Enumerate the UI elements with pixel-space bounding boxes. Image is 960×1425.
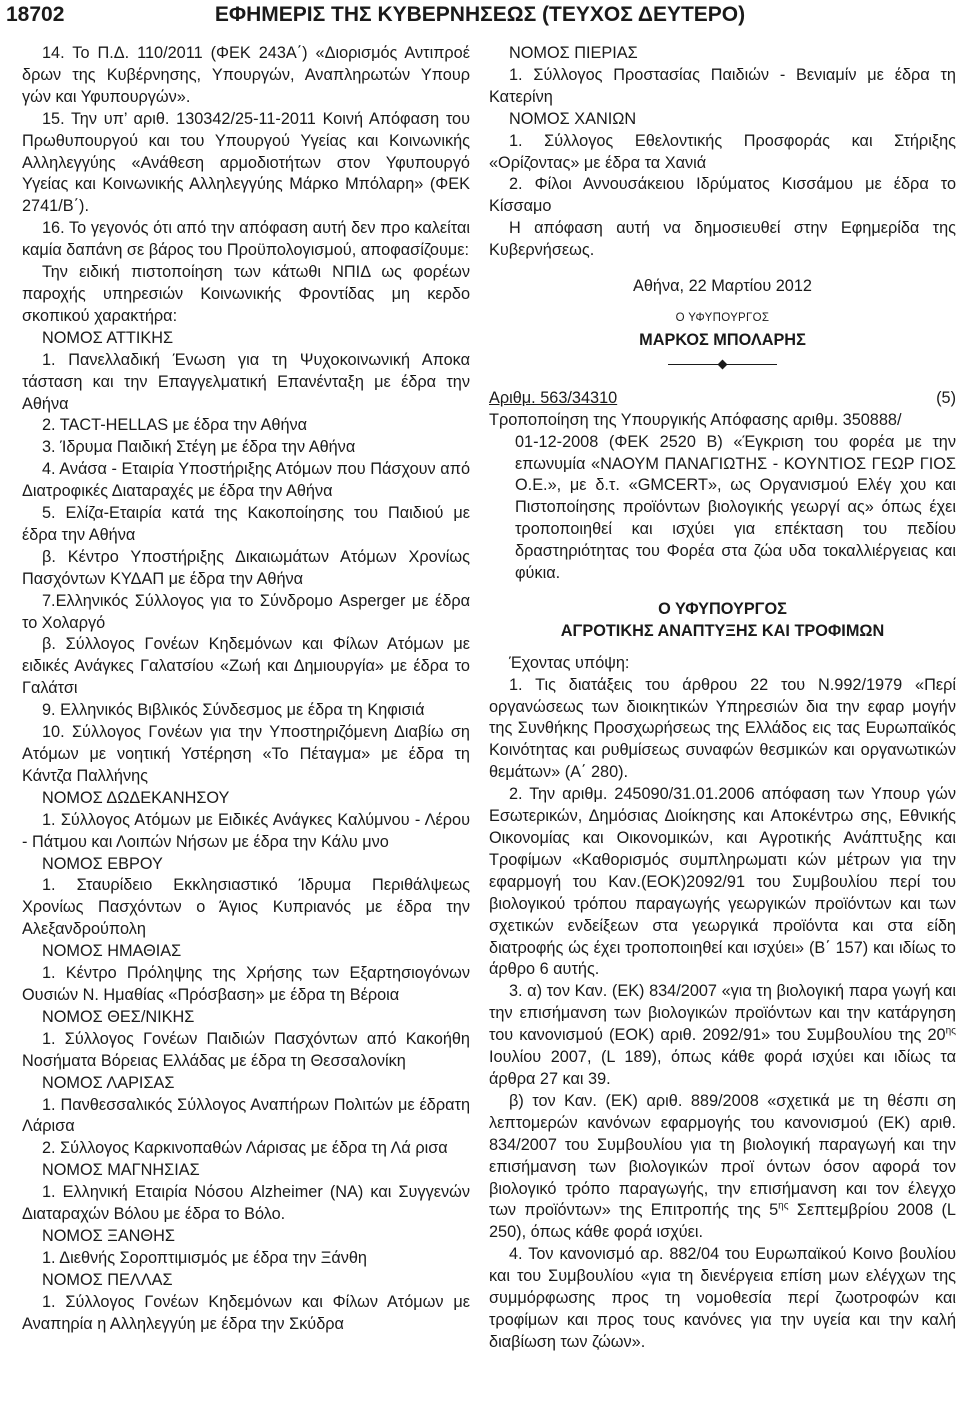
prefecture-heading-pierias: ΝΟΜΟΣ ΠΙΕΡΙΑΣ xyxy=(509,44,638,62)
list-item: 1. Σύλλογος Εθελοντικής Προσφοράς και Στήριξης «Ορίζοντας» με έδρα τα Χανιά xyxy=(489,131,956,172)
list-item: 7.Ελληνικός Σύλλογος για το Σύνδρομο Asperger με έδρα το Χολαργό xyxy=(22,591,470,632)
list-item: 1. Σύλλογος Γονέων Παιδιών Πασχόντων από Κακοήθη Νοσήματα Βόρειας Ελλάδας με έδρα τη Θεσσαλονίκη xyxy=(22,1029,470,1070)
list-item: 2. TACT-HELLAS με έδρα την Αθήνα xyxy=(42,416,308,435)
prefecture-heading-larisas: ΝΟΜΟΣ ΛΑΡΙΣΑΣ xyxy=(42,1073,175,1092)
list-item: β. Σύλλογος Γονέων Κηδεμόνων και Φίλων Ατόμων με ειδικές Ανάγκες Γαλατσίου «Ζωή και Δημιουργία» με έδρα το Γαλάτσι xyxy=(22,635,470,698)
decision-index: (5) xyxy=(936,388,956,407)
having-considered: Έχοντας υπόψη: xyxy=(509,653,630,672)
list-item: 1. Ελληνική Εταιρία Νόσου Alzheimer (NA) και Συγγενών Διαταραχών Βόλου με έδρα το Βόλο. xyxy=(22,1183,470,1224)
paragraph-14: 14. Το Π.Δ. 110/2011 (ΦΕΚ 243Α΄) «Διορισμός Αντιπροέ δρων της Κυβέρνησης, Υπουργών, Αναπληρωτών Υπουρ γών και Υφυπουργών». xyxy=(22,44,470,106)
list-item: 9. Ελληνικός Βιβλικός Σύνδεσμος με έδρα τη Κηφισιά xyxy=(42,701,425,720)
recital-1: 1. Τις διατάξεις του άρθρου 22 του Ν.992/1979 «Περί οργανώσεως των διοικητικών Υπηρεσιών δια την εφαρ μογήν της Συνθήκης Προσχωρήσεως της Ελλάδος εις τας Ευρωπαϊκός Κοινότητας και ρυθμίσεως συναφών θεσμικών και οργανωτικών θεμάτων» (Α΄ 280). xyxy=(489,675,956,782)
paragraph-16: 16. Το γεγονός ότι από την απόφαση αυτή δεν προ καλείται καμία δαπάνη σε βάρος του Προϋπολογισμού, αποφασίζουμε: xyxy=(22,219,470,260)
decision-header xyxy=(489,388,956,410)
list-item: β. Κέντρο Υποστήριξης Δικαιωμάτων Ατόμων Χρονίως Πασχόντων ΚΥΔΑΠ με έδρα την Αθήνα xyxy=(22,547,470,588)
place-date: Αθήνα, 22 Μαρτίου 2012 xyxy=(633,277,812,296)
page-number: 18702 xyxy=(6,3,65,26)
section-divider xyxy=(489,354,956,376)
list-item: 1. Πανθεσσαλικός Σύλλογος Αναπήρων Πολιτών με έδρατη Λάρισα xyxy=(22,1095,470,1136)
list-item: 1. Κέντρο Πρόληψης της Χρήσης των Εξαρτησιογόνων Ουσιών Ν. Ημαθίας «Πρόσβαση» με έδρα τη Βέροια xyxy=(22,964,470,1004)
recital-2: 2. Την αριθμ. 245090/31.01.2006 απόφαση των Υπουρ γών Εσωτερικών, Δημόσιας Διοίκησης και Αποκέντρω σης, Εθνικής Οικονομίας και Οικονομικών, και Αγροτικής Ανάπτυξης και Τροφίμων «Καθορισμός συμπληρωματι κών μέτρων για την εφαρμογή του Καν.(ΕΟΚ)2092/91 του Συμβουλίου περί του βιολογικού τρόπου παραγωγής γεωργικών προϊόντων και των σχετικών ενδείξεων στα γεωργικά προϊόντα και στα είδη διατροφής ώς έχει τροποποιηθεί και ισχύει» (Β΄ 157) και ιδίως το άρθρο 6 αυτής. xyxy=(489,785,956,979)
list-item: 1. Σύλλογος Ατόμων με Ειδικές Ανάγκες Καλύμνου - Λέρου - Πάτμου και Λοιπών Νήσων με έδρα την Κάλυ μνο xyxy=(22,810,470,851)
publication-order: Η απόφαση αυτή να δημοσιευθεί στην Εφημερίδα της Κυβερνήσεως. xyxy=(489,219,956,260)
decision-title-line: Τροποποίηση της Υπουργικής Απόφασης αριθμ. 350888/ xyxy=(489,410,902,429)
prefecture-heading-chanion: ΝΟΜΟΣ ΧΑΝΙΩΝ xyxy=(509,109,637,128)
paragraph-15: 15. Την υπ’ αριθ. 130342/25-11-2011 Κοινή Απόφαση του Πρωθυπουργού και του Υπουργού Υγείας και Κοινωνικής Αλληλεγγύης «Ανάθεση αρμοδιοτήτων στον Υφυπουργό Υγείας και Κοινωνικής Αλληλεγγύης Μάρκο Μπόλαρη» (ΦΕΚ 2741/Β΄). xyxy=(22,109,470,216)
recital-4: 4. Τον κανονισμό αρ. 882/04 του Ευρωπαϊκού Κοινο βουλίου και του Συμβουλίου «για τη διενέργεια επίση μων ελέγχων της συμμόρφωσης προς τη νομοθεσία περί ζωοτροφών και τροφίμων και προς τους κανόνες για την υγεία και την καλή διαβίωση των ζώων». xyxy=(489,1245,956,1351)
prefecture-heading-imathias: ΝΟΜΟΣ ΗΜΑΘΙΑΣ xyxy=(42,942,182,961)
list-item: 1. Διεθνής Σοροπτιμισμός με έδρα την Ξάνθη xyxy=(42,1248,367,1267)
signer-title: Ο ΥΦΥΠΟΥΡΓΟΣ xyxy=(675,311,770,324)
list-item: 2. Φίλοι Αννουσάκειου Ιδρύματος Κισσάμου με έδρα το Κίσσαμο xyxy=(489,175,956,216)
authority-ministry: ΑΓΡΟΤΙΚΗΣ ΑΝΑΠΤΥΞΗΣ ΚΑΙ ΤΡΟΦΙΜΩΝ xyxy=(560,621,885,640)
diamond-ornament-icon xyxy=(718,360,728,370)
recital-3a: 3. α) τον Καν. (ΕΚ) 834/2007 «για τη βιολογική παρα γωγή και την επισήμανση των βιολογικών προϊόντων και την κατάργηση του κανονισμού (ΕΟΚ) αριθ. 2092/91» του Συμβουλίου της $20^{\eta\varsigma}$ Ιουλίου 2007, (L 189), όπως κάθε φορά ισχύει και ιδίως τα άρθρα 27 και 39. xyxy=(489,982,956,1088)
prefecture-heading-attiki: ΝΟΜΟΣ ΑΤΤΙΚΗΣ xyxy=(42,328,174,347)
decision-intro: Την ειδική πιστοποίηση των κάτωθι ΝΠΙΔ ως φορέων παροχής υπηρεσιών Κοινωνικής Φροντίδας μη κερδο σκοπικού χαρακτήρα: xyxy=(22,263,470,325)
page-header xyxy=(0,0,960,38)
list-item: 1. Σύλλογος Προστασίας Παιδιών - Βενιαμίν με έδρα τη Κατερίνη xyxy=(489,65,956,106)
prefecture-heading-thessalonikis: ΝΟΜΟΣ ΘΕΣ/ΝΙΚΗΣ xyxy=(42,1007,195,1026)
decision-title-body: 01-12-2008 (ΦΕΚ 2520 Β) «Έγκριση του φορέα με την επωνυμία «ΝΑΟΥΜ ΠΑΝΑΓΙΩΤΗΣ - ΚΟΥΝΤΙΟΣ ΓΕΩΡ ΓΙΟΣ Ο.Ε.», με δ.τ. «GMCERT», ως Οργανισμού Ελέγ χου και Πιστοποίησης προϊόντων βιολογικής γεωργί ας» όπως έχει τροποποιηθεί και ισχύει για επέκταση του πεδίου δραστηριότητας του Φορέα στα ζώα υδα τοκαλλιέργειας και φύκια. xyxy=(515,432,956,583)
decision-number: Αριθμ. 563/34310 xyxy=(489,388,618,407)
list-item: 1. Σύλλογος Γονέων Κηδεμόνων και Φίλων Ατόμων με Αναπηρία η Αλληλεγγύη με έδρα την Σκύδρα xyxy=(22,1292,470,1333)
list-item: 2. Σύλλογος Καρκινοπαθών Λάρισας με έδρα τη Λά ρισα xyxy=(42,1139,448,1158)
signer-name: ΜΑΡΚΟΣ ΜΠΟΛΑΡΗΣ xyxy=(639,330,806,349)
authority-title: Ο ΥΦΥΠΟΥΡΓΟΣ xyxy=(658,599,787,618)
prefecture-heading-dodekanisou: ΝΟΜΟΣ ΔΩΔΕΚΑΝΗΣΟΥ xyxy=(42,788,230,807)
prefecture-heading-evrou: ΝΟΜΟΣ ΕΒΡΟΥ xyxy=(42,854,163,873)
prefecture-heading-pellas: ΝΟΜΟΣ ΠΕΛΛΑΣ xyxy=(42,1270,173,1289)
list-item: 1. Πανελλαδική Ένωση για τη Ψυχοκοινωνική Αποκα τάσταση και την Επαγγελματική Επανένταξη με έδρα την Αθήνα xyxy=(22,350,470,413)
gazette-title: ΕΦΗΜΕΡΙΣ ΤΗΣ ΚΥΒΕΡΝΗΣΕΩΣ (ΤΕΥΧΟΣ ΔΕΥΤΕΡΟ) xyxy=(214,3,746,26)
left-column xyxy=(22,43,470,1335)
prefecture-heading-magnisias: ΝΟΜΟΣ ΜΑΓΝΗΣΙΑΣ xyxy=(42,1161,200,1180)
recital-3b: β) τον Καν. (ΕΚ) αριθ. 889/2008 «σχετικά με τη θέσπι ση λεπτομερών κανόνων εφαρμογής του κανονισμού (ΕΚ) αριθ. 834/2007 του Συμβουλίου για τη βιολογική παραγωγή και την επισήμανση των βιολογικών προϊ όντων όσον αφορά τον βιολογικό τρόπο παραγωγής, την επισήμανση και τον έλεγχο των προϊόντων» της Επιτροπής της $5^{\eta\varsigma}$ Σεπτεμβρίου 2008 (L 250), όπως κάθε φορά ισχύει. xyxy=(489,1091,956,1242)
list-item: 1. Σταυρίδειο Εκκλησιαστικό Ίδρυμα Περιθάλψεως Χρονίως Πασχόντων ο Άγιος Κυπριανός με έδρα την Αλεξανδρούπολη xyxy=(22,876,470,939)
list-item: 5. Ελίζα-Εταιρία κατά της Κακοποίησης του Παιδιού με έδρα την Αθήνα xyxy=(22,504,470,544)
list-item: 10. Σύλλογος Γονέων για την Υποστηριζόμενη Διαβίω ση Ατόμων με νοητική Υστέρηση «Το Πέταγμα» με έδρα τη Κάντζα Παλλήνης xyxy=(22,723,470,785)
list-item: 4. Ανάσα - Εταιρία Υποστήριξης Ατόμων που Πάσχουν από Διατροφικές Διαταραχές με έδρα την Αθήνα xyxy=(22,460,470,501)
right-column xyxy=(489,43,956,1354)
prefecture-heading-xanthis: ΝΟΜΟΣ ΞΑΝΘΗΣ xyxy=(42,1226,175,1245)
list-item: 3. Ίδρυμα Παιδική Στέγη με έδρα την Αθήνα xyxy=(42,438,356,457)
